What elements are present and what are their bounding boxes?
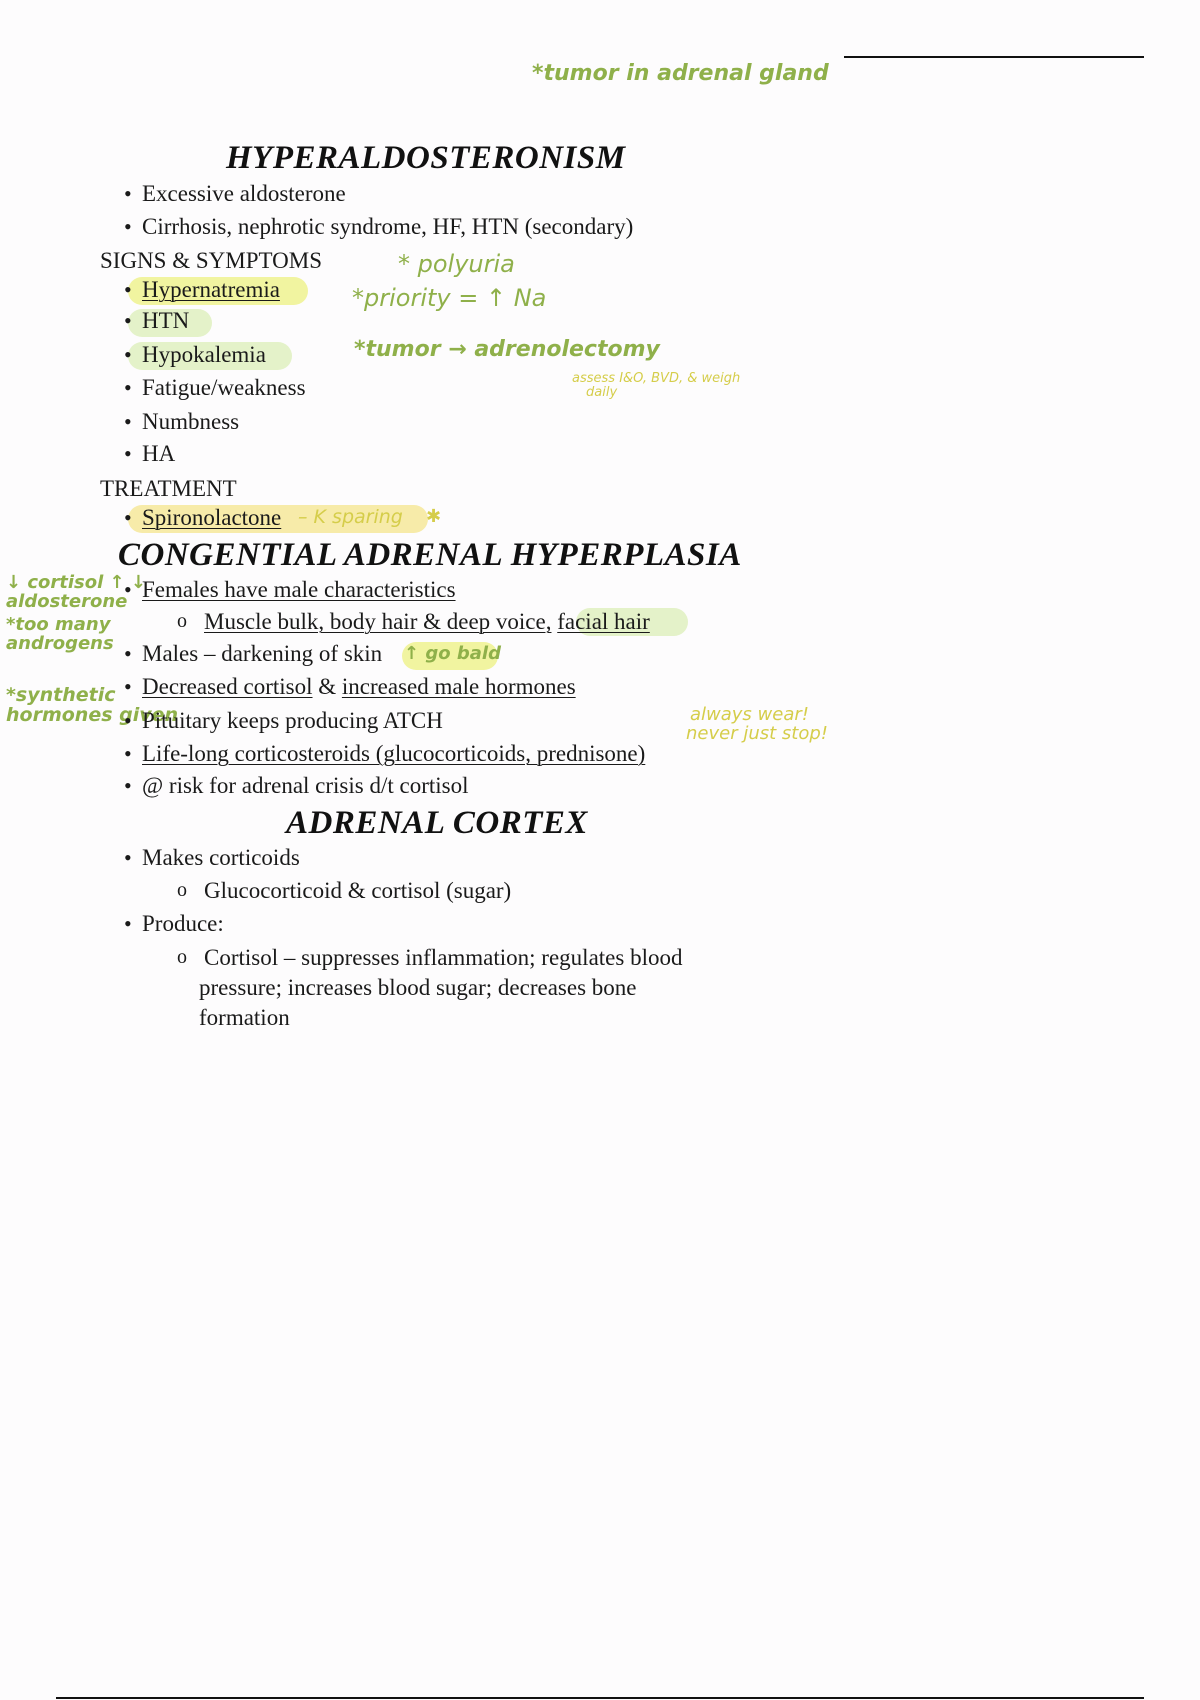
list-item: • Females have male characteristics xyxy=(142,576,456,604)
list-item: • Hypokalemia xyxy=(142,341,266,369)
list-item: • HTN xyxy=(142,307,189,335)
k-sparing-annotation: – K sparing xyxy=(298,506,403,528)
list-item: • Spironolactone xyxy=(142,504,281,532)
list-item: • Cirrhosis, nephrotic syndrome, HF, HTN (secondary) xyxy=(142,213,633,241)
list-item: • Males – darkening of skin xyxy=(142,640,382,668)
section-title-hyperaldosteronism: HYPERALDOSTERONISM xyxy=(226,140,626,176)
treatment-heading: TREATMENT xyxy=(100,476,237,501)
list-item: • Makes corticoids xyxy=(142,844,300,872)
section-title-cah: CONGENTIAL ADRENAL HYPERPLASIA xyxy=(118,537,742,573)
section-title-adrenal-cortex: ADRENAL CORTEX xyxy=(286,805,588,841)
list-item: • Decreased cortisol & increased male hormones xyxy=(142,673,576,701)
list-item: • HA xyxy=(142,440,175,468)
list-item: • Numbness xyxy=(142,408,239,436)
polyuria-annotation: * polyuria xyxy=(398,250,515,278)
list-item: • @ risk for adrenal crisis d/t cortisol xyxy=(142,772,469,800)
assess-annotation: assess I&O, BVD, & weigh daily xyxy=(572,371,741,400)
list-item: • Hypernatremia xyxy=(142,276,280,304)
list-item: • Fatigue/weakness xyxy=(142,374,306,402)
list-subitem: o Muscle bulk, body hair & deep voice, facial hair xyxy=(204,608,650,636)
list-item: • Pituitary keeps producing ATCH xyxy=(142,707,443,735)
signs-heading: SIGNS & SYMPTOMS xyxy=(100,248,322,273)
list-item: • Produce: xyxy=(142,910,224,938)
list-subitem: o Cortisol – suppresses inflammation; regulates blood pressure; increases blood sugar; decreases bone formation xyxy=(204,944,764,1032)
priority-annotation: *priority = ↑ Na xyxy=(352,284,547,312)
list-item: • Life-long corticosteroids (glucocorticoids, prednisone) xyxy=(142,740,645,768)
list-subitem: o Glucocorticoid & cortisol (sugar) xyxy=(204,877,511,905)
top-rule xyxy=(844,56,1144,58)
adrenolectomy-annotation: *tumor → adrenolectomy xyxy=(354,337,660,362)
bottom-rule xyxy=(56,1697,1144,1699)
cah-side-annotation: ↓ cortisol ↑ ↓ aldosterone *too many androgens xyxy=(6,572,146,654)
tumor-annotation: *tumor in adrenal gland xyxy=(532,61,829,86)
go-bald-annotation: ↑ go bald xyxy=(404,643,501,664)
list-item: • Excessive aldosterone xyxy=(142,180,346,208)
star-icon: ✱ xyxy=(426,506,442,527)
always-annotation: always wear! never just stop! xyxy=(686,704,828,744)
synthetic-annotation: *synthetic hormones given xyxy=(6,684,179,726)
